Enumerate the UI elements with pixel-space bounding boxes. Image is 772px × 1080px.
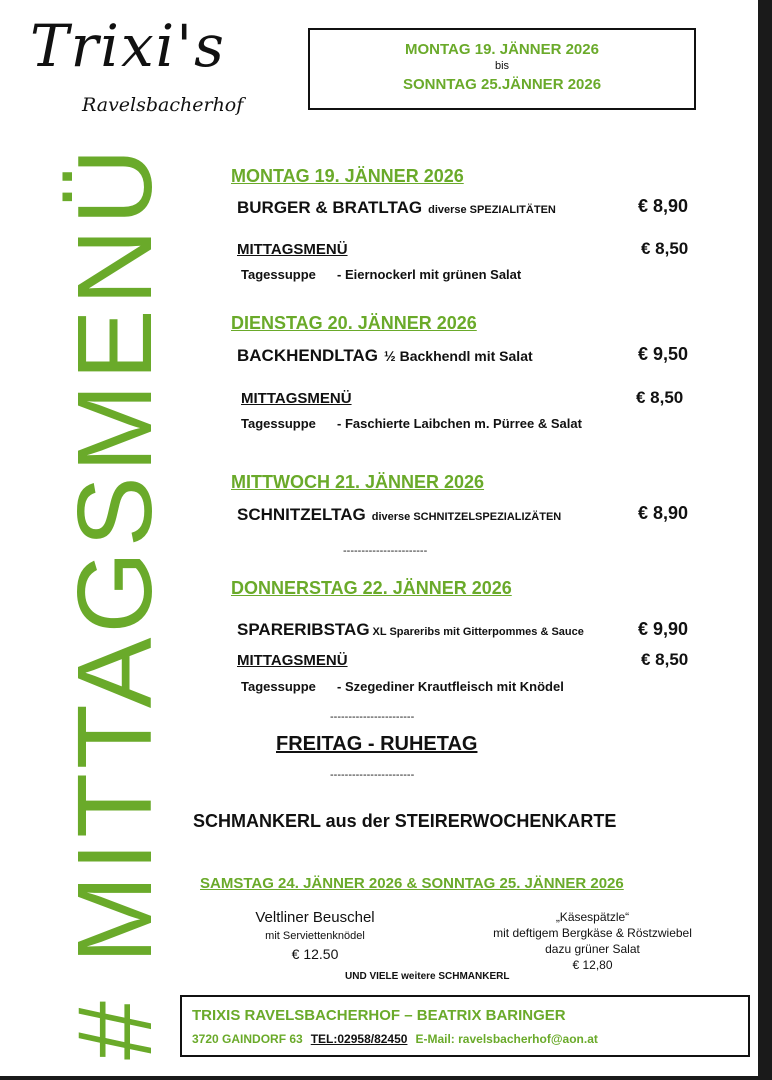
footer-business: TRIXIS RAVELSBACHERHOF – BEATRIX BARINGER: [192, 1007, 566, 1024]
thursday-special: [237, 620, 584, 640]
brand-subtitle: Ravelsbacherhof: [82, 94, 244, 116]
wednesday-special: [237, 505, 561, 525]
tuesday-special-name: BACKHENDLTAG: [237, 346, 379, 365]
thursday-special-price: € 9,90: [638, 619, 689, 639]
tuesday-menu-price: € 8,50: [636, 388, 684, 407]
brand-name: Trixi's: [30, 12, 226, 80]
page-edge-right: [758, 0, 772, 1080]
date-range-end: SONNTAG 25.JÄNNER 2026: [402, 76, 602, 93]
weekend-dish-left: [225, 908, 405, 964]
thursday-menu-label: MITTAGSMENÜ: [237, 652, 348, 669]
wednesday-special-name: SCHNITZELTAG: [237, 505, 366, 524]
monday-special-name: BURGER & BRATLTAG: [237, 198, 423, 217]
more-schmankerl: UND VIELE weitere SCHMANKERL: [345, 971, 510, 982]
weekend-right-price: € 12,80: [572, 958, 613, 972]
footer-email[interactable]: E-Mail: ravelsbacherhof@aon.at: [415, 1032, 598, 1046]
friday-divider: -----------------------: [330, 769, 415, 781]
monday-menu-soup: Tagessuppe: [241, 267, 316, 282]
monday-special: [237, 198, 556, 218]
date-range-separator: bis: [494, 60, 510, 72]
monday-special-price: € 8,90: [638, 196, 689, 216]
thursday-menu-main: - Szegediner Krautfleisch mit Knödel: [337, 679, 564, 694]
wednesday-heading: MITTWOCH 21. JÄNNER 2026: [231, 472, 485, 492]
thursday-special-name: SPARERIBSTAG: [237, 620, 370, 639]
date-range-box: [308, 28, 696, 110]
date-range-start: MONTAG 19. JÄNNER 2026: [405, 41, 599, 58]
monday-menu-label: MITTAGSMENÜ: [237, 241, 348, 258]
monday-heading: MONTAG 19. JÄNNER 2026: [231, 166, 464, 186]
weekend-left-price: € 12.50: [291, 946, 339, 962]
tuesday-heading: DIENSTAG 20. JÄNNER 2026: [231, 313, 477, 333]
tuesday-menu-label: MITTAGSMENÜ: [241, 390, 352, 407]
wednesday-special-price: € 8,90: [638, 503, 689, 523]
thursday-divider: -----------------------: [330, 711, 415, 723]
page-edge-bottom: [0, 1076, 772, 1080]
vertical-title: # MITTAGSMENÜ: [56, 144, 174, 1060]
tuesday-menu-main: - Faschierte Laibchen m. Pürree & Salat: [337, 416, 582, 431]
weekend-left-detail: mit Serviettenknödel: [265, 930, 365, 942]
tuesday-menu-soup: Tagessuppe: [241, 416, 316, 431]
monday-menu-price: € 8,50: [641, 239, 689, 258]
monday-special-note: diverse SPEZIALITÄTEN: [428, 204, 556, 216]
wednesday-divider: -----------------------: [343, 545, 428, 557]
thursday-special-note: XL Spareribs mit Gitterpommes & Sauce: [372, 626, 584, 638]
thursday-heading: DONNERSTAG 22. JÄNNER 2026: [231, 578, 512, 598]
tuesday-special-price: € 9,50: [638, 344, 689, 364]
schmankerl-heading: SCHMANKERL aus der STEIRERWOCHENKARTE: [193, 811, 617, 831]
weekend-dish-right: [470, 909, 715, 973]
footer-address: 3720 GAINDORF 63: [192, 1032, 303, 1046]
weekend-heading: SAMSTAG 24. JÄNNER 2026 & SONNTAG 25. JÄNNER 2026: [200, 875, 624, 892]
weekend-right-title: „Käsespätzle“: [555, 910, 630, 924]
weekend-right-detail2: dazu grüner Salat: [545, 942, 640, 956]
friday-closed: FREITAG - RUHETAG: [276, 733, 478, 755]
footer-box: [180, 995, 750, 1057]
tuesday-special: [237, 346, 533, 366]
weekend-right-detail1: mit deftigem Bergkäse & Röstzwiebel: [493, 926, 692, 940]
tuesday-special-note: ½ Backhendl mit Salat: [384, 348, 533, 364]
wednesday-special-note: diverse SCHNITZELSPEZIALIZÄTEN: [371, 511, 562, 523]
weekend-left-title: Veltliner Beuschel: [255, 909, 375, 926]
footer-contact: [192, 1032, 598, 1046]
monday-menu-main: - Eiernockerl mit grünen Salat: [337, 267, 522, 282]
thursday-menu-price: € 8,50: [641, 650, 689, 669]
thursday-menu-soup: Tagessuppe: [241, 679, 316, 694]
footer-phone-link[interactable]: TEL:02958/82450: [310, 1032, 408, 1046]
